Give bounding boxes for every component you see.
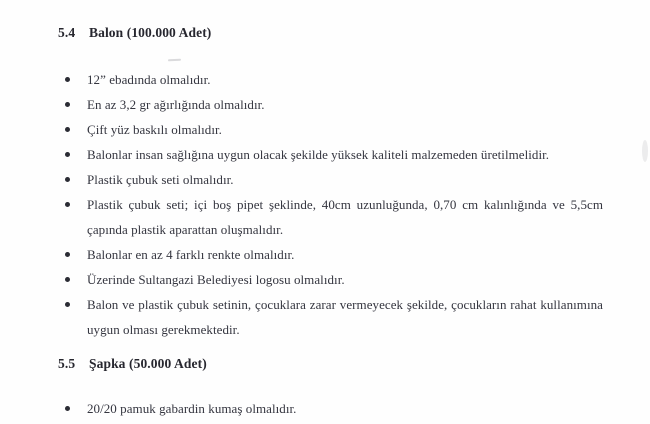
list-item xyxy=(0,92,650,117)
list-item-text: Çift yüz baskılı olmalıdır. xyxy=(87,122,222,137)
list-item-text: 12” ebadında olmalıdır. xyxy=(87,72,211,87)
scan-smudge xyxy=(642,140,648,162)
list-item xyxy=(0,67,650,92)
section-heading xyxy=(0,25,650,40)
list-item xyxy=(0,267,650,292)
list-item xyxy=(0,292,650,342)
list-item-text: Balon ve plastik çubuk setinin, çocuklara zarar vermeyecek şekilde, çocukların rahat kullanımına uygun olması gerekmektedir. xyxy=(87,297,603,337)
bullet-icon xyxy=(65,252,70,257)
bullet-icon xyxy=(65,406,70,411)
section-title: Şapka (50.000 Adet) xyxy=(89,356,207,371)
list-item-text: 20/20 pamuk gabardin kumaş olmalıdır. xyxy=(87,401,297,416)
bullet-icon xyxy=(65,152,70,157)
list-item-text: Balonlar en az 4 farklı renkte olmalıdır. xyxy=(87,247,295,262)
bullet-icon xyxy=(65,127,70,132)
section-title: Balon (100.000 Adet) xyxy=(89,25,212,40)
bullet-icon xyxy=(65,277,70,282)
list-item xyxy=(0,142,650,167)
bullet-icon xyxy=(65,202,70,207)
list-item xyxy=(0,192,650,242)
bullet-list xyxy=(0,67,650,342)
section-number: 5.5 xyxy=(58,356,76,371)
bullet-icon xyxy=(65,102,70,107)
bullet-icon xyxy=(65,77,70,82)
list-item xyxy=(0,396,650,421)
section-heading xyxy=(0,356,650,371)
bullet-icon xyxy=(65,302,70,307)
bullet-list xyxy=(0,396,650,421)
list-item xyxy=(0,117,650,142)
scan-artifact xyxy=(168,59,181,62)
bullet-icon xyxy=(65,177,70,182)
list-item-text: Plastik çubuk seti; içi boş pipet şeklinde, 40cm uzunluğunda, 0,70 cm kalınlığında ve 5,5cm çapında plastik aparattan oluşmalıdır. xyxy=(87,197,603,237)
section-number: 5.4 xyxy=(58,25,76,40)
list-item xyxy=(0,242,650,267)
list-item-text: Üzerinde Sultangazi Belediyesi logosu olmalıdır. xyxy=(87,272,345,287)
list-item-text: Plastik çubuk seti olmalıdır. xyxy=(87,172,234,187)
list-item xyxy=(0,167,650,192)
list-item-text: En az 3,2 gr ağırlığında olmalıdır. xyxy=(87,97,265,112)
list-item-text: Balonlar insan sağlığına uygun olacak şekilde yüksek kaliteli malzemeden üretilmelidir. xyxy=(87,147,550,162)
